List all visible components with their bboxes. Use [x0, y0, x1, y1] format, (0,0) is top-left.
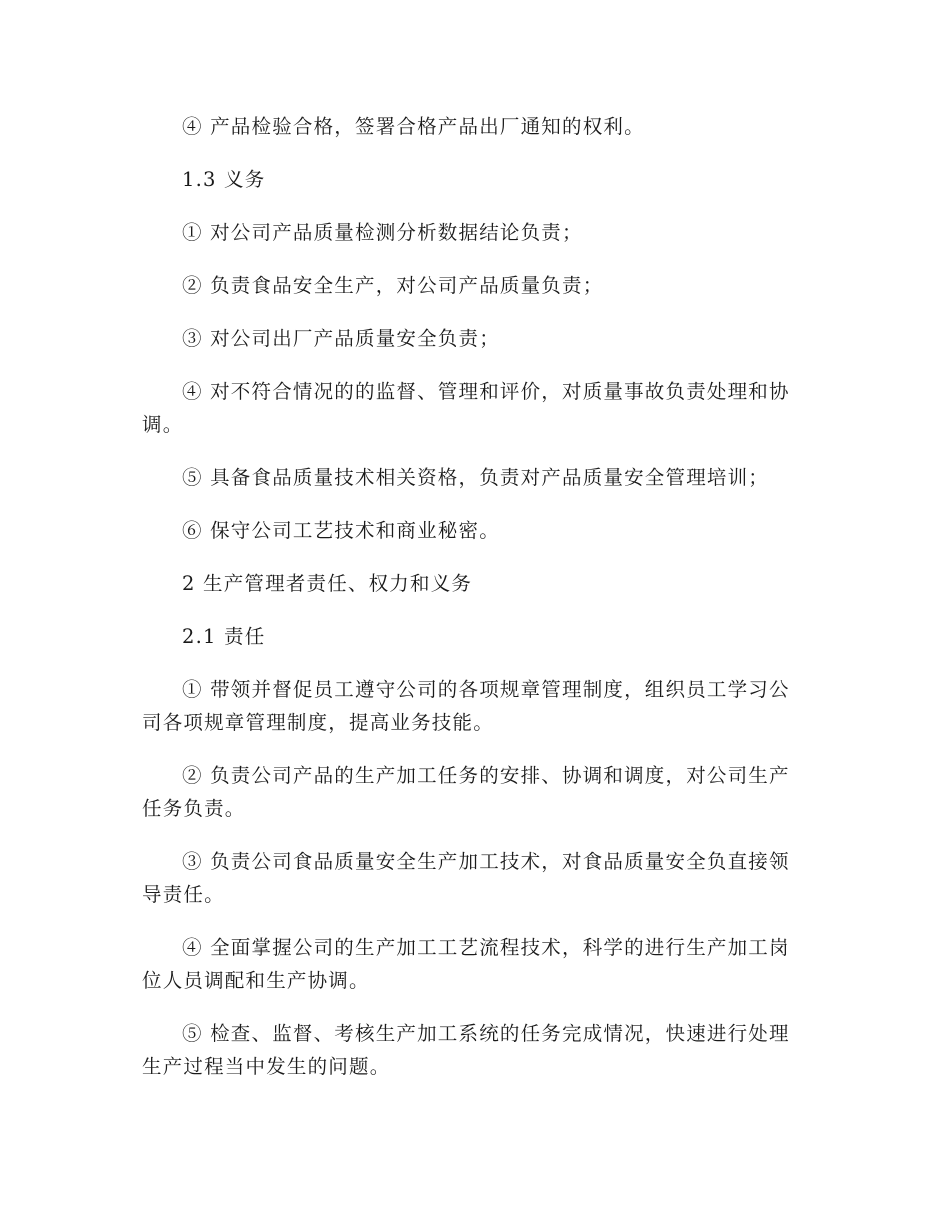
document-body: [142, 110, 802, 1103]
paragraph: ① 带领并督促员工遵守公司的各项规章管理制度，组织员工学习公司各项规章管理制度，提高业务技能。: [142, 678, 790, 734]
paragraph: ② 负责食品安全生产，对公司产品质量负责；: [182, 274, 604, 297]
paragraph: ⑤ 具备食品质量技术相关资格，负责对产品质量安全管理培训；: [182, 466, 769, 489]
paragraph: ④ 全面掌握公司的生产加工工艺流程技术，科学的进行生产加工岗位人员调配和生产协调。: [142, 936, 790, 992]
paragraph: ⑤ 检查、监督、考核生产加工系统的任务完成情况，快速进行处理生产过程当中发生的问题。: [142, 1022, 790, 1078]
paragraph: ⑥ 保守公司工艺技术和商业秘密。: [182, 519, 500, 542]
paragraph: ② 负责公司产品的生产加工任务的安排、协调和调度，对公司生产任务负责。: [142, 764, 790, 820]
paragraph: ③ 负责公司食品质量安全生产加工技术，对食品质量安全负直接领导责任。: [142, 850, 790, 906]
section-heading: 1.3 义务: [182, 168, 266, 191]
paragraph: ④ 对不符合情况的的监督、管理和评价，对质量事故负责处理和协调。: [142, 380, 790, 436]
paragraph: ③ 对公司出厂产品质量安全负责；: [182, 327, 500, 350]
paragraph: ④ 产品检验合格，签署合格产品出厂通知的权利。: [182, 115, 645, 138]
paragraph: ① 对公司产品质量检测分析数据结论负责；: [182, 221, 583, 244]
section-heading: 2.1 责任: [182, 625, 266, 648]
section-heading: 2 生产管理者责任、权力和义务: [182, 572, 473, 595]
